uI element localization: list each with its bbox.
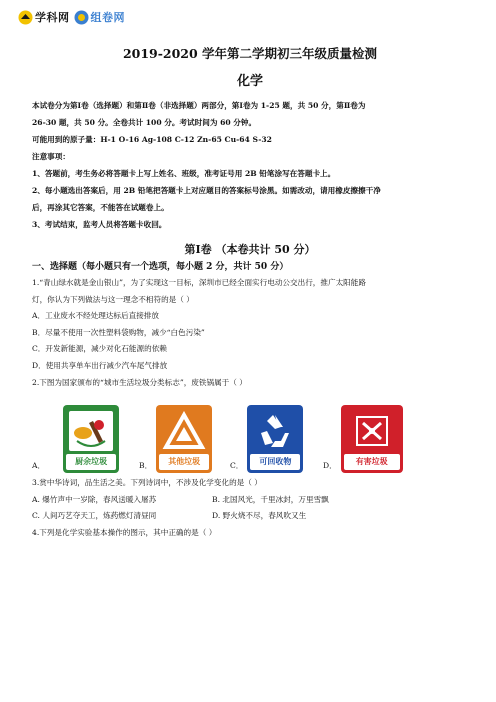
logo-xueke [18,9,70,25]
q1-option-d: D．使用共享单车出行减少汽车尾气排放 [32,360,168,370]
note-2: 2、每小题选出答案后，用 2B 铅笔把答题卡上对应题目的答案标号涂黑。如需改动，请用橡皮擦擦干净 [32,186,381,195]
recycle-symbol-icon [253,411,297,451]
exam-title: 2019-2020 学年第二学期初三年级质量检测 [122,46,378,61]
exam-page [32,40,468,542]
q1-option-c: C．开发新能源，减少对化石能源的依赖 [32,344,167,354]
q2-stem: 2.下图为国家颁布的“城市生活垃圾分类标志”，废铁锅属于（ ） [32,377,247,387]
intro-line-1: 本试卷分为第Ⅰ卷（选择题）和第Ⅱ卷（非选择题）两部分，第Ⅰ卷为 1-25 题，共 50 分，第Ⅱ卷为 [32,101,366,110]
question-3 [32,475,468,525]
logo-zujuan-text: 组卷网 [90,11,125,24]
q2-option-c-letter: C． [230,461,244,471]
q1-option-b: B．尽量不使用一次性塑料袋购物，减少“白色污染” [32,327,205,337]
q3-option-d: D. 野火烧不尽，春风吹又生 [212,511,307,521]
xueke-logo-icon [18,10,33,25]
other-waste-picture [162,411,206,451]
note-3: 3、考试结束，监考人员将答题卡收回。 [32,220,167,229]
kitchen-waste-bin-icon [63,405,119,473]
q2-option-a-letter: A． [32,461,46,471]
logo-xueke-text: 学科网 [35,11,70,24]
logo-zujuan [74,9,126,25]
q4-stem: 4.下列是化学实验基本操作的图示，其中正确的是（ ） [32,527,217,537]
q2-option-a [32,405,127,473]
q1-stem-line-2: 灯，你认为下列做法与这一理念不相符的是（ ） [32,294,194,304]
other-waste-bin-icon [156,405,212,473]
kitchen-waste-picture [69,411,113,451]
q3-options-row-1 [32,492,468,509]
q1-stem-line-1: 1.“青山绿水就是金山银山”，为了实现这一目标，深圳市已经全面实行电动公交出行，推广太阳能路 [32,278,366,287]
header-logos [18,8,125,26]
q3-option-c: C. 人间巧艺夺天工，炼药燃灯清昼同 [32,511,157,521]
q2-option-b-letter: B． [139,461,153,471]
q2-option-d [317,405,412,473]
section1-title: 一、选择题（每小题只有一个选项，每小题 2 分，共计 50 分） [32,262,289,272]
q3-option-a: A. 爆竹声中一岁除，春风送暖入屠苏 [32,494,157,504]
q3-options-row-2 [32,508,468,525]
bin-d-label: 有害垃圾 [344,454,400,470]
q2-option-d-letter: D． [323,461,337,471]
q2-option-b [127,405,222,473]
hazardous-waste-bin-icon [341,405,403,473]
exam-subject: 化学 [236,74,263,89]
note-1: 1、答题前，考生务必将答题卡上写上姓名、班级，准考证号用 2B 铅笔涂写在答题卡上。 [32,169,336,178]
q1-option-a: A．工业废水不经处理达标后直接排放 [32,311,159,321]
q2-bin-options [32,395,468,473]
q3-option-b: B. 北国风光，千里冰封，万里雪飘 [212,494,329,504]
q2-option-c [222,405,317,473]
question-1 [32,275,468,375]
bin-c-label: 可回收物 [250,454,300,470]
question-4 [32,525,468,542]
note-2-cont: 后，再涂其它答案，不能答在试题卷上。 [32,203,169,212]
bin-b-label: 其他垃圾 [159,454,209,470]
question-2 [32,375,468,474]
q3-stem: 3.赏中华诗词，品生活之美。下列诗词中，不涉及化学变化的是（ ） [32,478,262,488]
notes-title: 注意事项： [32,152,70,161]
zujuan-logo-icon [74,10,89,25]
intro-line-2: 26-30 题，共 50 分。全卷共计 100 分。考试时间为 60 分钟。 [32,118,257,127]
atomic-mass-line: 可能用到的原子量：H-1 O-16 Ag-108 C-12 Zn-65 Cu-64 S-32 [32,135,272,144]
bin-a-label: 厨余垃圾 [66,454,116,470]
part1-title: 第Ⅰ卷 （本卷共计 50 分） [184,243,316,256]
hazardous-waste-picture [347,411,397,451]
recyclable-bin-icon [247,405,303,473]
